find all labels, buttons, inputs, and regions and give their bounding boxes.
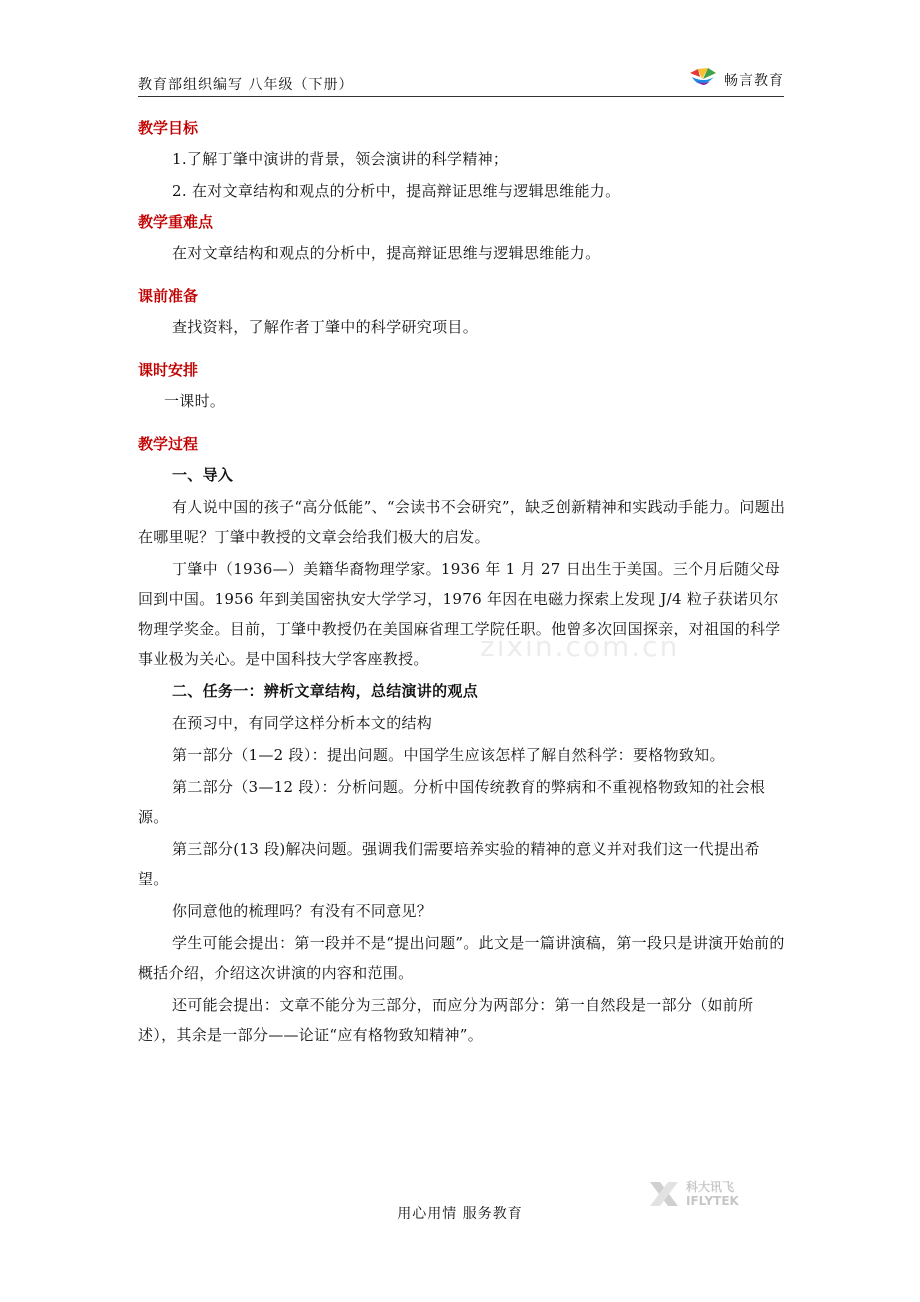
process-heading-intro: 一、导入 xyxy=(172,466,234,484)
process-paragraph: 学生可能会提出：第一段并不是“提出问题”。此文是一篇讲演稿，第一段只是讲演开始前的概括介绍，介绍这次讲演的内容和范围。 xyxy=(138,934,785,982)
process-paragraph: 第三部分(13 段)解决问题。强调我们需要培养实验的精神的意义并对我们这一代提出希望。 xyxy=(138,840,760,888)
process-heading-task1: 二、任务一：辨析文章结构，总结演讲的观点 xyxy=(172,682,479,700)
header-book-title: 教育部组织编写 八年级（下册） xyxy=(138,77,354,93)
brand xyxy=(688,66,784,94)
iflytek-cn: 科大讯飞 xyxy=(686,1180,735,1194)
schedule-text: 一课时。 xyxy=(164,392,226,410)
section-title-schedule: 课时安排 xyxy=(138,361,199,379)
section-title-key-points: 教学重难点 xyxy=(138,213,214,231)
document-body xyxy=(138,114,788,1052)
process-paragraph: 第二部分（3—12 段）：分析问题。分析中国传统教育的弊病和不重视格物致知的社会根源。 xyxy=(138,778,766,826)
watermark: zixin.com.cn xyxy=(480,630,680,663)
section-title-preparation: 课前准备 xyxy=(138,287,199,305)
iflytek-en: IFLYTEK xyxy=(686,1194,739,1208)
page-header xyxy=(138,66,784,97)
process-paragraph: 丁肇中（1936—）美籍华裔物理学家。1936 年 1 月 27 日出生于美国。三个月后随父母回到中国。1956 年到美国密执安大学学习，1976 年因在电磁力探索上发现 J/4 粒子获诺贝尔物理学奖金。目前，丁肇中教授仍在美国麻省理工学院任职。他曾多次回国探亲，对祖国的科学事业极为关心。是中国科技大学客座教授。 xyxy=(138,560,781,668)
process-paragraph: 有人说中国的孩子“高分低能”、“会读书不会研究”，缺乏创新精神和实践动手能力。问题出在哪里呢？丁肇中教授的文章会给我们极大的启发。 xyxy=(138,498,786,546)
process-paragraph: 你同意他的梳理吗？有没有不同意见？ xyxy=(172,902,433,920)
brand-name: 畅言教育 xyxy=(724,73,784,89)
preparation-text: 查找资料，了解作者丁肇中的科学研究项目。 xyxy=(172,318,479,336)
goal-item: 1.了解丁肇中演讲的背景，领会演讲的科学精神； xyxy=(172,150,509,168)
process-paragraph: 第一部分（1—2 段）：提出问题。中国学生应该怎样了解自然科学：要格物致知。 xyxy=(172,746,725,764)
bird-logo-icon xyxy=(688,67,718,93)
process-paragraph: 还可能会提出：文章不能分为三部分，而应分为两部分：第一自然段是一部分（如前所述），其余是一部分——论证“应有格物致知精神”。 xyxy=(138,996,754,1044)
section-title-goals: 教学目标 xyxy=(138,119,199,137)
key-points-text: 在对文章结构和观点的分析中，提高辩证思维与逻辑思维能力。 xyxy=(172,244,601,262)
page-footer: 用心用情 服务教育 xyxy=(397,1206,523,1222)
process-paragraph: 在预习中，有同学这样分析本文的结构 xyxy=(172,714,433,732)
section-title-process: 教学过程 xyxy=(138,435,199,453)
goal-item: 2. 在对文章结构和观点的分析中，提高辩证思维与逻辑思维能力。 xyxy=(172,182,621,200)
